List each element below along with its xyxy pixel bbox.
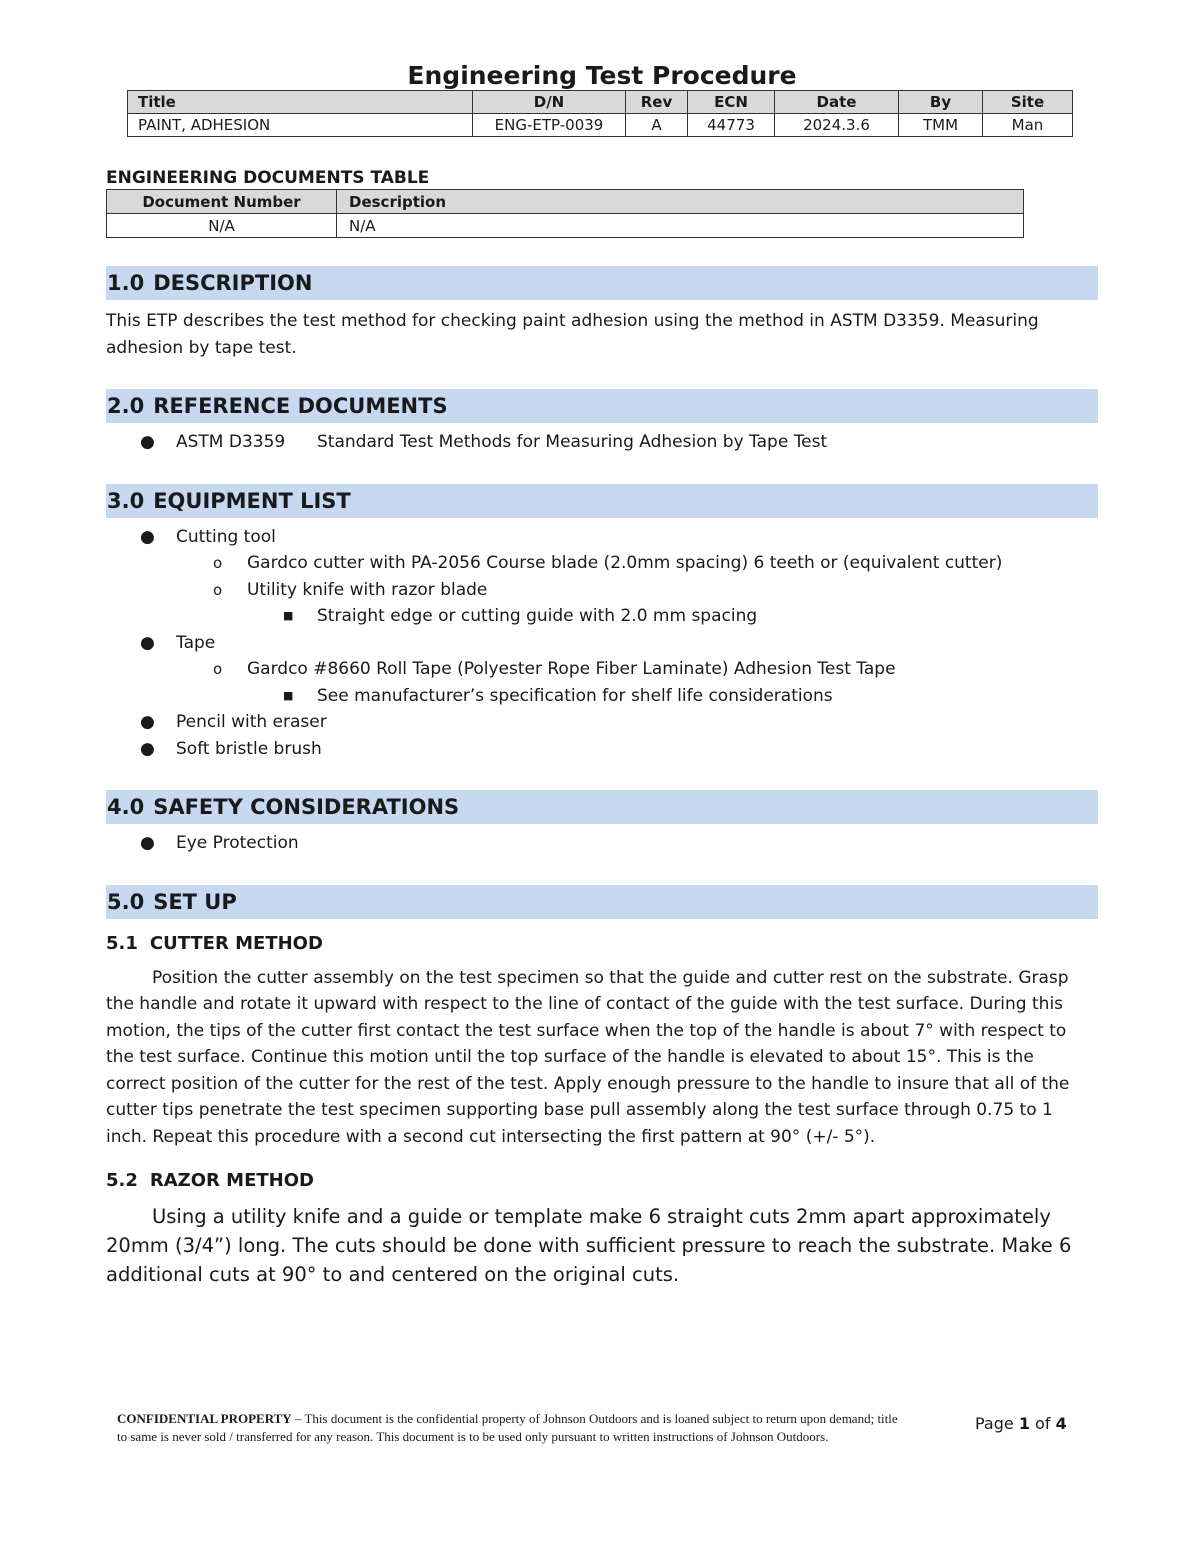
section-reference-heading [106, 389, 1098, 423]
list-item [106, 736, 1098, 763]
col-title: Title [128, 91, 473, 114]
section-number: 2.0 [107, 394, 145, 418]
subsection-title: CUTTER METHOD [149, 932, 323, 954]
section-title: EQUIPMENT LIST [153, 488, 351, 513]
circle-bullet-icon: o [213, 580, 223, 599]
eng-docs-table [106, 189, 1024, 238]
list-item [106, 630, 1098, 657]
subsection-number: 5.1 [106, 932, 138, 954]
list-item-text: See manufacturer’s specification for shelf life considerations [317, 685, 833, 706]
list-item [106, 830, 1098, 857]
list-item-text: Gardco cutter with PA-2056 Course blade (2.0mm spacing) 6 teeth or (equivalent cutter) [247, 553, 1003, 573]
cell-date: 2024.3.6 [775, 114, 899, 137]
subsection-number: 5.2 [106, 1170, 138, 1191]
list-item [106, 524, 1098, 551]
col-date: Date [775, 91, 899, 114]
page-number [975, 1414, 1067, 1433]
subsection-cutter-heading [106, 931, 1098, 957]
cell-title: PAINT, ADHESION [128, 114, 473, 137]
eng-docs-head [107, 190, 1024, 214]
section-title: SET UP [153, 889, 237, 914]
subsection-razor-heading [106, 1168, 1098, 1194]
section-setup-heading [106, 885, 1098, 919]
list-item-text: Utility knife with razor blade [247, 579, 488, 600]
circle-bullet-icon: o [213, 554, 223, 572]
col-by: By [899, 91, 983, 114]
col-site: Site [983, 91, 1073, 114]
equipment-list [106, 524, 1098, 763]
bullet-icon: ● [140, 833, 155, 853]
reference-code: ASTM D3359 [176, 432, 286, 452]
safety-list [106, 830, 1098, 857]
bullet-icon: ● [140, 738, 155, 759]
cutter-method-text: Position the cutter assembly on the test specimen so that the guide and cutter rest on the substrate. Grasp the handle and rotate it upward with respect to the line of contact of the guide with the test surface. During this motion, the tips of the cutter first contact the test surface when the top of the handle is about 7° with respect to the test surface. Continue this motion until the top surface of the handle is elevated to about 15°. This is the correct position of the cutter for the rest of the test. Apply enough pressure to the handle to insure that all of the cutter tips penetrate the test specimen supporting base pull assembly along the test surface through 0.75 to 1 inch. Repeat this procedure with a second cut intersecting the first pattern at 90° (+/- 5°). [106, 967, 1070, 1147]
page-footer [117, 1410, 1077, 1446]
section-safety-heading [106, 790, 1098, 824]
reference-desc: Standard Test Methods for Measuring Adhesion by Tape Test [317, 432, 828, 452]
list-item [106, 603, 1098, 630]
col-rev: Rev [626, 91, 688, 114]
list-item-text: Pencil with eraser [176, 712, 327, 732]
list-item [106, 709, 1098, 736]
section-number: 3.0 [107, 488, 145, 513]
header-table-row [128, 114, 1073, 137]
list-item-text: Soft bristle brush [176, 738, 322, 759]
col-description: Description [337, 190, 1024, 214]
description-text: This ETP describes the test method for checking paint adhesion using the method in ASTM D3359. Measuring adhesion by tape test. [106, 311, 1039, 358]
razor-method-text: Using a utility knife and a guide or template make 6 straight cuts 2mm apart approximately 20mm (3/4”) long. The cuts should be done with sufficient pressure to reach the substrate. Make 6 additional cuts at 90° to and centered on the original cuts. [106, 1205, 1072, 1286]
section-number: 1.0 [107, 271, 145, 295]
cell-dn: ENG-ETP-0039 [473, 114, 626, 137]
bullet-icon: ● [140, 432, 155, 452]
page-total: 4 [1055, 1414, 1067, 1433]
section-number: 4.0 [107, 795, 145, 819]
list-item-text: Cutting tool [176, 526, 276, 547]
col-dn: D/N [473, 91, 626, 114]
confidential-notice [117, 1410, 907, 1446]
page-of: of [1029, 1414, 1056, 1433]
list-item-text: Gardco #8660 Roll Tape (Polyester Rope Fiber Laminate) Adhesion Test Tape [247, 659, 896, 679]
section-title: SAFETY CONSIDERATIONS [153, 795, 460, 819]
section-number: 5.0 [107, 889, 145, 914]
cell-by: TMM [899, 114, 983, 137]
confidential-label: CONFIDENTIAL PROPERTY [117, 1411, 292, 1426]
cell-ecn: 44773 [688, 114, 775, 137]
list-item-text: Eye Protection [176, 833, 299, 853]
subsection-title: RAZOR METHOD [149, 1170, 314, 1191]
list-item [106, 550, 1098, 577]
col-ecn: ECN [688, 91, 775, 114]
reference-list [106, 429, 1098, 456]
list-item [106, 429, 1098, 456]
document-title: Engineering Test Procedure [407, 61, 797, 90]
section-description-heading [106, 266, 1098, 300]
eng-docs-row [107, 214, 1024, 238]
eng-docs-heading: ENGINEERING DOCUMENTS TABLE [106, 168, 430, 188]
section-title: DESCRIPTION [153, 271, 313, 295]
circle-bullet-icon: o [213, 660, 223, 678]
header-table [127, 90, 1073, 137]
cell-rev: A [626, 114, 688, 137]
document-page [106, 58, 1098, 1289]
bullet-icon: ● [140, 712, 155, 732]
cell-site: Man [983, 114, 1073, 137]
cell-description: N/A [337, 214, 1024, 238]
list-item-text: Tape [176, 632, 216, 653]
square-bullet-icon: ■ [283, 609, 294, 622]
list-item [106, 656, 1098, 683]
list-item-text: Straight edge or cutting guide with 2.0 mm spacing [317, 606, 758, 626]
section-title: REFERENCE DOCUMENTS [153, 394, 448, 418]
page-label: Page [975, 1414, 1019, 1433]
cell-document-number: N/A [107, 214, 337, 238]
header-table-head [128, 91, 1073, 114]
confidential-text: – This document is the confidential property of Johnson Outdoors and is loaned subject to return upon demand; title to same is never sold / transferred for any reason. This document is to be used only pursuant to written instructions of Johnson Outdoors. [117, 1411, 898, 1444]
bullet-icon: ● [140, 632, 155, 653]
section-equipment-heading [106, 484, 1098, 518]
col-document-number: Document Number [107, 190, 337, 214]
square-bullet-icon: ■ [283, 688, 294, 702]
list-item [106, 683, 1098, 710]
list-item [106, 577, 1098, 604]
bullet-icon: ● [140, 526, 155, 547]
page-current: 1 [1018, 1414, 1030, 1433]
